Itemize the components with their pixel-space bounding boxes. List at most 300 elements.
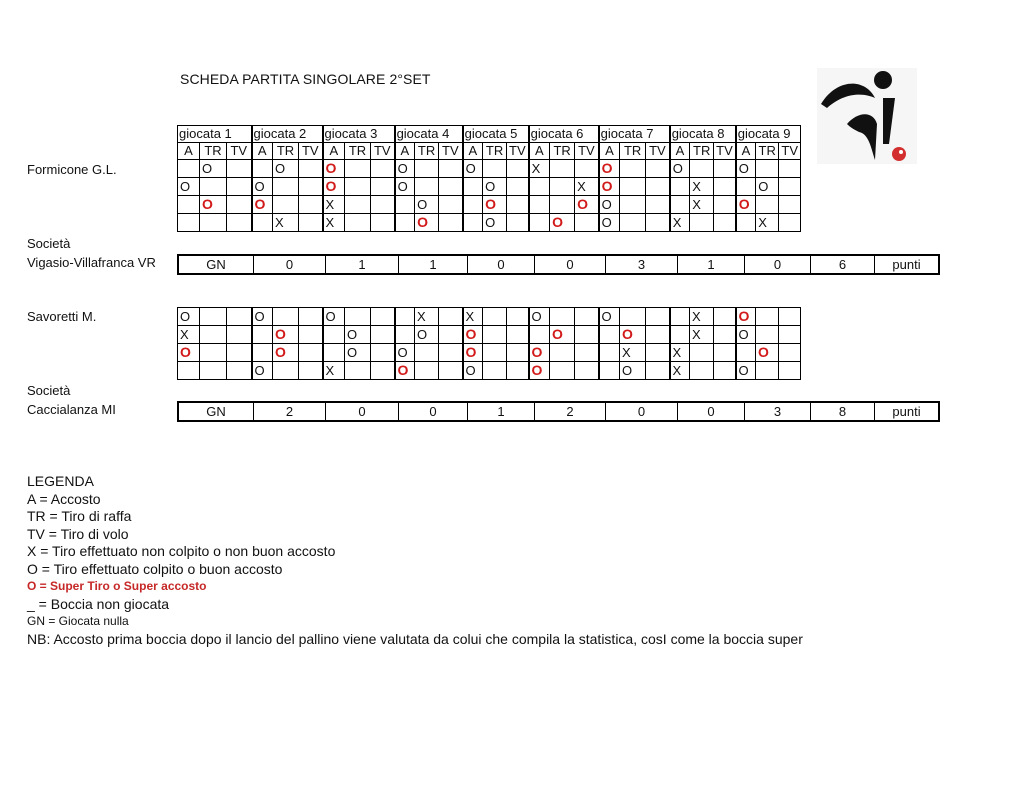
giocata-header: giocata 5 bbox=[463, 126, 529, 143]
shot-cell bbox=[415, 178, 439, 196]
score-cell: 1 bbox=[468, 402, 535, 421]
shot-cell bbox=[756, 326, 779, 344]
shot-cell bbox=[371, 362, 395, 380]
shot-cell bbox=[736, 344, 756, 362]
shot-cell: O bbox=[345, 344, 371, 362]
shot-cell bbox=[395, 214, 415, 232]
shot-cell: O bbox=[252, 362, 273, 380]
legend-non-giocata: _ = Boccia non giocata bbox=[27, 595, 170, 612]
punti-label: punti bbox=[875, 255, 940, 274]
shot-cell bbox=[620, 160, 646, 178]
shot-cell: O bbox=[395, 160, 415, 178]
shot-cell bbox=[463, 178, 483, 196]
shot-cell: O bbox=[345, 326, 371, 344]
shot-cell bbox=[620, 196, 646, 214]
shot-cell bbox=[273, 308, 299, 326]
subcolumn-header: A bbox=[395, 143, 415, 160]
shot-cell bbox=[395, 308, 415, 326]
table-row bbox=[178, 362, 801, 380]
table-row bbox=[178, 308, 801, 326]
shot-cell: O bbox=[756, 178, 779, 196]
shot-cell bbox=[714, 326, 736, 344]
shot-cell bbox=[756, 196, 779, 214]
shot-cell bbox=[550, 362, 575, 380]
shot-cell bbox=[714, 178, 736, 196]
subcolumn-header: TV bbox=[714, 143, 736, 160]
super-mark: O bbox=[202, 196, 213, 212]
legend-nb: NB: Accosto prima boccia dopo il lancio del pallino viene valutata da colui che compila la statistica, cosI come la boccia super bbox=[27, 630, 803, 647]
shot-cell bbox=[227, 160, 252, 178]
shot-cell bbox=[439, 214, 463, 232]
shot-cell bbox=[299, 214, 323, 232]
shot-cell bbox=[178, 160, 200, 178]
shot-cell bbox=[345, 362, 371, 380]
shot-cell bbox=[714, 160, 736, 178]
super-mark: O bbox=[531, 344, 543, 360]
shot-cell bbox=[395, 196, 415, 214]
shot-cell bbox=[323, 160, 345, 178]
shot-cell bbox=[620, 214, 646, 232]
giocata-header: giocata 9 bbox=[736, 126, 801, 143]
score-cell: 0 bbox=[678, 402, 745, 421]
shot-cell bbox=[646, 178, 670, 196]
shot-cell bbox=[439, 362, 463, 380]
super-mark: O bbox=[325, 178, 337, 194]
shot-cell bbox=[395, 326, 415, 344]
player2-name: Savoretti M. bbox=[27, 309, 97, 324]
table-row bbox=[178, 178, 801, 196]
shot-cell bbox=[646, 308, 670, 326]
shot-cell bbox=[299, 344, 323, 362]
super-mark: O bbox=[254, 196, 266, 212]
shot-cell bbox=[463, 344, 483, 362]
super-mark: O bbox=[577, 196, 589, 212]
shot-cell: X bbox=[670, 344, 690, 362]
shot-cell bbox=[646, 214, 670, 232]
shot-cell bbox=[550, 214, 575, 232]
subcolumn-header: A bbox=[529, 143, 550, 160]
shot-cell bbox=[483, 326, 507, 344]
subcolumn-header: TV bbox=[227, 143, 252, 160]
shot-cell bbox=[345, 160, 371, 178]
super-mark: O bbox=[738, 196, 750, 212]
shot-cell bbox=[227, 214, 252, 232]
subcolumn-header: TR bbox=[620, 143, 646, 160]
shot-cell bbox=[178, 344, 200, 362]
shot-cell bbox=[345, 308, 371, 326]
player2-societa: Caccialanza MI bbox=[27, 402, 116, 417]
shot-cell bbox=[575, 214, 599, 232]
shot-cell: X bbox=[415, 308, 439, 326]
shot-cell bbox=[779, 160, 801, 178]
shot-cell bbox=[323, 326, 345, 344]
shot-cell bbox=[736, 178, 756, 196]
shot-cell bbox=[550, 344, 575, 362]
shot-cell bbox=[756, 160, 779, 178]
subcolumn-header: TR bbox=[483, 143, 507, 160]
player2-score-row bbox=[177, 401, 940, 422]
shot-cell bbox=[599, 326, 620, 344]
shot-cell: O bbox=[252, 178, 273, 196]
subcolumn-header: TV bbox=[575, 143, 599, 160]
shot-cell bbox=[507, 178, 529, 196]
shot-cell bbox=[439, 326, 463, 344]
shot-cell: O bbox=[178, 178, 200, 196]
shot-cell: X bbox=[463, 308, 483, 326]
shot-cell bbox=[779, 362, 801, 380]
giocata-header: giocata 8 bbox=[670, 126, 736, 143]
legend bbox=[27, 473, 803, 648]
shot-cell bbox=[756, 362, 779, 380]
shot-cell: X bbox=[756, 214, 779, 232]
subcolumn-header: TR bbox=[690, 143, 714, 160]
subcolumn-header: TR bbox=[415, 143, 439, 160]
shot-cell bbox=[371, 308, 395, 326]
shot-cell bbox=[599, 344, 620, 362]
player1-score-row bbox=[177, 254, 940, 275]
shot-cell: X bbox=[575, 178, 599, 196]
score-cell: 0 bbox=[606, 402, 678, 421]
super-mark: O bbox=[485, 196, 496, 212]
score-cell: 1 bbox=[678, 255, 745, 274]
shot-cell bbox=[178, 362, 200, 380]
shot-cell bbox=[273, 344, 299, 362]
shot-cell: O bbox=[599, 196, 620, 214]
shot-cell: O bbox=[273, 160, 299, 178]
subcolumn-header: TR bbox=[550, 143, 575, 160]
shot-cell bbox=[200, 196, 227, 214]
subcolumn-header: TV bbox=[507, 143, 529, 160]
score-cell: GN bbox=[178, 402, 254, 421]
shot-cell bbox=[550, 326, 575, 344]
giocata-header: giocata 1 bbox=[178, 126, 252, 143]
score-cell: 0 bbox=[468, 255, 535, 274]
shot-cell bbox=[690, 160, 714, 178]
player1-name: Formicone G.L. bbox=[27, 162, 117, 177]
shot-cell bbox=[415, 362, 439, 380]
shot-cell bbox=[483, 160, 507, 178]
shot-cell bbox=[690, 344, 714, 362]
table-row bbox=[178, 214, 801, 232]
shot-cell: O bbox=[483, 178, 507, 196]
shot-cell bbox=[507, 362, 529, 380]
shot-cell: O bbox=[395, 344, 415, 362]
shot-cell bbox=[323, 344, 345, 362]
shot-cell: O bbox=[483, 214, 507, 232]
legend-gn: GN = Giocata nulla bbox=[27, 614, 129, 628]
shot-cell bbox=[371, 326, 395, 344]
shot-cell bbox=[415, 214, 439, 232]
shot-cell: O bbox=[736, 160, 756, 178]
subcolumn-header: TR bbox=[200, 143, 227, 160]
shot-cell: X bbox=[323, 196, 345, 214]
shot-cell bbox=[575, 326, 599, 344]
super-mark: O bbox=[738, 308, 750, 324]
shot-cell bbox=[371, 178, 395, 196]
score-cell: 2 bbox=[535, 402, 606, 421]
shot-cell bbox=[736, 214, 756, 232]
player2-shot-grid bbox=[177, 307, 801, 380]
shot-cell bbox=[415, 160, 439, 178]
shot-cell: X bbox=[273, 214, 299, 232]
shot-cell bbox=[529, 344, 550, 362]
score-cell: GN bbox=[178, 255, 254, 274]
shot-cell bbox=[575, 160, 599, 178]
shot-cell bbox=[483, 308, 507, 326]
super-mark: O bbox=[601, 178, 613, 194]
score-cell: 1 bbox=[399, 255, 468, 274]
shot-cell bbox=[345, 214, 371, 232]
shot-cell bbox=[714, 308, 736, 326]
shot-cell bbox=[756, 308, 779, 326]
player1-societa-label: Società bbox=[27, 236, 71, 251]
subcolumn-header: TV bbox=[439, 143, 463, 160]
shot-cell bbox=[690, 214, 714, 232]
shot-cell bbox=[507, 344, 529, 362]
shot-cell bbox=[178, 214, 200, 232]
shot-cell bbox=[529, 196, 550, 214]
shot-cell bbox=[227, 196, 252, 214]
shot-cell bbox=[529, 214, 550, 232]
shot-cell: X bbox=[690, 196, 714, 214]
table-row bbox=[178, 344, 801, 362]
shot-cell bbox=[714, 344, 736, 362]
legend-item: X = Tiro effettuato non colpito o non buon accosto bbox=[27, 543, 336, 559]
super-mark: O bbox=[397, 362, 409, 378]
legend-super: O = Super Tiro o Super accosto bbox=[27, 579, 207, 593]
shot-cell: O bbox=[463, 362, 483, 380]
shot-cell bbox=[670, 196, 690, 214]
shot-cell bbox=[439, 344, 463, 362]
legend-item: A = Accosto bbox=[27, 490, 101, 507]
shot-cell: O bbox=[620, 362, 646, 380]
shot-cell: X bbox=[529, 160, 550, 178]
table-row bbox=[178, 196, 801, 214]
super-mark: O bbox=[417, 214, 428, 230]
shot-cell bbox=[371, 196, 395, 214]
shot-cell bbox=[273, 362, 299, 380]
shot-cell: O bbox=[529, 308, 550, 326]
shot-cell: O bbox=[200, 160, 227, 178]
score-cell: 0 bbox=[254, 255, 326, 274]
score-cell: 2 bbox=[254, 402, 326, 421]
super-mark: O bbox=[465, 326, 477, 342]
super-mark: O bbox=[180, 344, 191, 360]
shot-cell bbox=[439, 196, 463, 214]
shot-cell bbox=[779, 308, 801, 326]
shot-cell bbox=[756, 344, 779, 362]
shot-cell bbox=[507, 214, 529, 232]
bocce-player-logo-icon bbox=[817, 68, 917, 164]
shot-cell: O bbox=[415, 196, 439, 214]
shot-cell bbox=[779, 196, 801, 214]
shot-cell bbox=[299, 326, 323, 344]
shot-cell: O bbox=[395, 178, 415, 196]
shot-cell bbox=[273, 196, 299, 214]
score-cell: 1 bbox=[326, 255, 399, 274]
super-mark: O bbox=[275, 344, 286, 360]
shot-cell bbox=[252, 344, 273, 362]
shot-cell bbox=[299, 362, 323, 380]
shot-cell bbox=[200, 326, 227, 344]
page-title: SCHEDA PARTITA SINGOLARE 2°SET bbox=[180, 71, 431, 87]
shot-cell bbox=[252, 160, 273, 178]
shot-cell bbox=[227, 178, 252, 196]
shot-cell bbox=[483, 196, 507, 214]
shot-cell: X bbox=[323, 214, 345, 232]
shot-cell bbox=[620, 178, 646, 196]
shot-cell bbox=[178, 196, 200, 214]
shot-cell: O bbox=[670, 160, 690, 178]
shot-cell bbox=[439, 160, 463, 178]
shot-cell bbox=[200, 178, 227, 196]
shot-cell: O bbox=[463, 160, 483, 178]
shot-cell bbox=[620, 326, 646, 344]
shot-cell bbox=[227, 308, 252, 326]
shot-cell bbox=[273, 326, 299, 344]
table-row bbox=[178, 160, 801, 178]
legend-item: O = Tiro effettuato colpito o buon accosto bbox=[27, 560, 283, 577]
shot-cell bbox=[483, 362, 507, 380]
shot-cell bbox=[646, 326, 670, 344]
score-cell: 3 bbox=[606, 255, 678, 274]
score-cell: 0 bbox=[399, 402, 468, 421]
shot-cell bbox=[507, 308, 529, 326]
shot-cell bbox=[200, 308, 227, 326]
shot-cell: X bbox=[670, 362, 690, 380]
punti-label: punti bbox=[875, 402, 940, 421]
shot-cell bbox=[227, 362, 252, 380]
shot-cell bbox=[227, 344, 252, 362]
shot-cell: O bbox=[415, 326, 439, 344]
shot-cell bbox=[371, 214, 395, 232]
shot-cell bbox=[599, 178, 620, 196]
shot-cell bbox=[395, 362, 415, 380]
legend-item: TR = Tiro di raffa bbox=[27, 508, 132, 524]
shot-cell bbox=[550, 308, 575, 326]
shot-cell bbox=[507, 196, 529, 214]
subcolumn-header: TR bbox=[345, 143, 371, 160]
shot-cell bbox=[646, 160, 670, 178]
shot-cell: X bbox=[690, 178, 714, 196]
shot-cell bbox=[273, 178, 299, 196]
subcolumn-header: TV bbox=[371, 143, 395, 160]
super-mark: O bbox=[601, 160, 613, 176]
player1-societa: Vigasio-Villafranca VR bbox=[27, 255, 156, 270]
subcolumn-header: TR bbox=[756, 143, 779, 160]
shot-cell bbox=[736, 196, 756, 214]
shot-cell bbox=[529, 178, 550, 196]
subcolumn-header: A bbox=[670, 143, 690, 160]
shot-cell bbox=[507, 160, 529, 178]
shot-cell bbox=[599, 362, 620, 380]
shot-cell bbox=[463, 326, 483, 344]
shot-cell bbox=[415, 344, 439, 362]
shot-cell bbox=[299, 178, 323, 196]
shot-cell: O bbox=[252, 308, 273, 326]
super-mark: O bbox=[275, 326, 286, 342]
shot-cell: O bbox=[599, 308, 620, 326]
subcolumn-header: TV bbox=[646, 143, 670, 160]
shot-cell bbox=[779, 326, 801, 344]
shot-cell: X bbox=[670, 214, 690, 232]
shot-cell bbox=[714, 214, 736, 232]
shot-cell bbox=[646, 344, 670, 362]
shot-cell: O bbox=[323, 308, 345, 326]
shot-cell bbox=[779, 178, 801, 196]
shot-cell bbox=[550, 178, 575, 196]
shot-cell: X bbox=[620, 344, 646, 362]
shot-cell bbox=[463, 196, 483, 214]
shot-cell bbox=[252, 214, 273, 232]
subcolumn-header: TV bbox=[779, 143, 801, 160]
shot-cell bbox=[736, 308, 756, 326]
shot-cell bbox=[200, 362, 227, 380]
shot-cell bbox=[670, 326, 690, 344]
super-mark: O bbox=[622, 326, 633, 342]
shot-cell: X bbox=[178, 326, 200, 344]
subcolumn-header-row bbox=[178, 143, 801, 160]
shot-cell bbox=[779, 214, 801, 232]
subcolumn-header: A bbox=[736, 143, 756, 160]
giocata-header: giocata 3 bbox=[323, 126, 395, 143]
super-mark: O bbox=[325, 160, 337, 176]
shot-cell bbox=[646, 196, 670, 214]
super-mark: O bbox=[552, 214, 564, 230]
score-cell: 3 bbox=[745, 402, 811, 421]
table-row bbox=[178, 326, 801, 344]
super-mark: O bbox=[531, 362, 543, 378]
shot-cell bbox=[371, 344, 395, 362]
shot-cell bbox=[620, 308, 646, 326]
shot-cell bbox=[371, 160, 395, 178]
shot-cell bbox=[252, 196, 273, 214]
super-mark: O bbox=[552, 326, 563, 342]
shot-cell bbox=[345, 196, 371, 214]
shot-cell: X bbox=[323, 362, 345, 380]
shot-cell bbox=[252, 326, 273, 344]
shot-cell bbox=[507, 326, 529, 344]
shot-cell bbox=[575, 362, 599, 380]
shot-cell bbox=[200, 344, 227, 362]
subcolumn-header: TV bbox=[299, 143, 323, 160]
shot-cell bbox=[714, 362, 736, 380]
shot-cell bbox=[299, 196, 323, 214]
score-cell: 0 bbox=[745, 255, 811, 274]
shot-cell: O bbox=[736, 362, 756, 380]
shot-cell bbox=[529, 362, 550, 380]
giocata-header: giocata 7 bbox=[599, 126, 670, 143]
score-cell: 0 bbox=[535, 255, 606, 274]
shot-cell: X bbox=[690, 326, 714, 344]
subcolumn-header: A bbox=[599, 143, 620, 160]
shot-cell bbox=[670, 178, 690, 196]
shot-cell: O bbox=[736, 326, 756, 344]
super-mark: O bbox=[758, 344, 769, 360]
shot-cell bbox=[779, 344, 801, 362]
shot-cell bbox=[439, 308, 463, 326]
shot-cell bbox=[323, 178, 345, 196]
giocata-header: giocata 2 bbox=[252, 126, 323, 143]
shot-cell: O bbox=[178, 308, 200, 326]
shot-cell bbox=[529, 326, 550, 344]
shot-cell bbox=[575, 196, 599, 214]
player1-shot-grid bbox=[177, 125, 801, 232]
legend-item: TV = Tiro di volo bbox=[27, 525, 129, 542]
score-cell: 0 bbox=[326, 402, 399, 421]
shot-cell bbox=[550, 196, 575, 214]
shot-cell bbox=[599, 160, 620, 178]
